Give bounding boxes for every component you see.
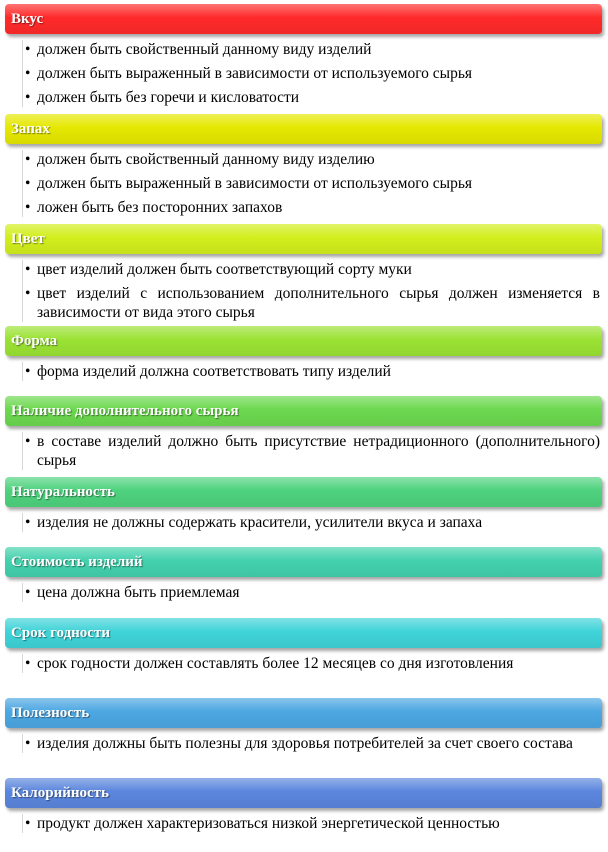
list-item [23, 284, 600, 322]
section-body [22, 260, 600, 322]
section-header: Запах [5, 114, 602, 144]
section-header: Калорийность [5, 778, 602, 808]
list-item [23, 64, 600, 83]
bullet-icon: • [25, 433, 31, 450]
list-item [23, 654, 600, 673]
section-body [22, 814, 600, 833]
list-item [23, 814, 600, 833]
bullet-icon: • [25, 41, 31, 58]
section-header: Наличие дополнительного сырья [5, 396, 602, 426]
bullet-icon: • [25, 175, 31, 192]
section-body [22, 150, 600, 217]
list-item-text: срок годности должен составлять более 12 месяцев со дня изготовления [37, 655, 514, 672]
bullet-icon: • [25, 584, 31, 601]
section-shape [5, 326, 602, 386]
list-item-text: в составе изделий должно быть присутствие нетрадиционного (дополнительного) сырья [37, 433, 600, 469]
section-body [22, 362, 600, 381]
section-calories [5, 778, 602, 838]
section-body [22, 734, 600, 753]
list-item-text: ложен быть без посторонних запахов [37, 199, 283, 216]
list-item-text: изделия должны быть полезны для здоровья потребителей за счет своего состава [37, 735, 573, 752]
list-item [23, 88, 600, 107]
section-header: Форма [5, 326, 602, 356]
list-item [23, 260, 600, 279]
list-item-text: должен быть свойственный данному виду изделий [37, 41, 372, 58]
list-item-text: должен быть выраженный в зависимости от используемого сырья [37, 175, 473, 192]
list-item-text: должен быть выраженный в зависимости от используемого сырья [37, 65, 473, 82]
bullet-icon: • [25, 735, 31, 752]
section-body [22, 583, 600, 602]
list-item-text: цена должна быть приемлемая [37, 584, 240, 601]
list-item [23, 362, 600, 381]
bullet-icon: • [25, 285, 31, 302]
section-header: Вкус [5, 4, 602, 34]
bullet-icon: • [25, 261, 31, 278]
section-header: Натуральность [5, 477, 602, 507]
bullet-icon: • [25, 815, 31, 832]
list-item [23, 198, 600, 217]
list-item [23, 734, 600, 753]
section-body [22, 513, 600, 532]
bullet-icon: • [25, 363, 31, 380]
list-item-text: должен быть без горечи и кисловатости [37, 89, 300, 106]
list-item [23, 40, 600, 59]
section-body [22, 40, 600, 107]
bullet-icon: • [25, 65, 31, 82]
section-header: Цвет [5, 224, 602, 254]
section-taste [5, 4, 602, 112]
list-item-text: цвет изделий должен быть соответствующий сорту муки [37, 261, 412, 278]
bullet-icon: • [25, 151, 31, 168]
list-item [23, 150, 600, 169]
section-color [5, 224, 602, 327]
section-shelf-life [5, 618, 602, 678]
section-naturalness [5, 477, 602, 537]
section-additional-ingredients [5, 396, 602, 475]
list-item-text: продукт должен характеризоваться низкой энергетической ценностью [37, 815, 500, 832]
list-item-text: цвет изделий с использованием дополнительного сырья должен изменяется в зависимости от вида этого сырья [37, 285, 600, 321]
list-item-text: должен быть свойственный данному виду изделию [37, 151, 375, 168]
list-item [23, 174, 600, 193]
list-item [23, 432, 600, 470]
section-header: Полезность [5, 698, 602, 728]
list-item [23, 583, 600, 602]
section-smell [5, 114, 602, 222]
section-body [22, 432, 600, 470]
bullet-icon: • [25, 199, 31, 216]
section-usefulness [5, 698, 602, 758]
bullet-icon: • [25, 514, 31, 531]
section-header: Срок годности [5, 618, 602, 648]
section-header: Стоимость изделий [5, 547, 602, 577]
bullet-icon: • [25, 655, 31, 672]
list-item-text: изделия не должны содержать красители, усилители вкуса и запаха [37, 514, 483, 531]
bullet-icon: • [25, 89, 31, 106]
section-body [22, 654, 600, 673]
list-item-text: форма изделий должна соответствовать типу изделий [37, 363, 391, 380]
list-item [23, 513, 600, 532]
section-cost [5, 547, 602, 607]
